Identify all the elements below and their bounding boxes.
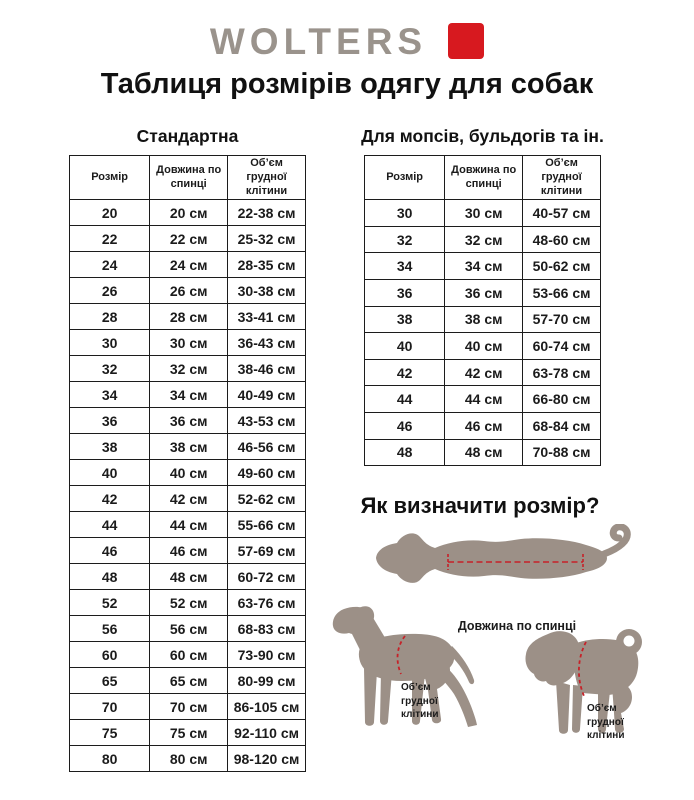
table-cell: 43-53 см bbox=[228, 408, 306, 434]
table-row bbox=[365, 386, 601, 413]
table-row bbox=[365, 280, 601, 307]
table-cell: 60 bbox=[70, 642, 150, 668]
table-cell: 48 см bbox=[150, 564, 228, 590]
table-cell: 24 см bbox=[150, 252, 228, 278]
table-header-row bbox=[365, 156, 601, 200]
table-cell: 46 bbox=[365, 413, 445, 440]
table-row bbox=[70, 694, 306, 720]
table-cell: 56 см bbox=[150, 616, 228, 642]
table-cell: 92-110 см bbox=[228, 720, 306, 746]
table-cell: 34 bbox=[365, 253, 445, 280]
table-cell: 34 см bbox=[445, 253, 523, 280]
table-cell: 22 bbox=[70, 226, 150, 252]
table-cell: 44 bbox=[365, 386, 445, 413]
column-header-back-length: Довжина по спинці bbox=[445, 156, 523, 200]
table-row bbox=[365, 226, 601, 253]
table-cell: 57-69 см bbox=[228, 538, 306, 564]
table-row bbox=[70, 746, 306, 772]
table-cell: 38 см bbox=[150, 434, 228, 460]
table-cell: 32 bbox=[70, 356, 150, 382]
table-cell: 48 bbox=[365, 439, 445, 466]
table-cell: 68-84 см bbox=[523, 413, 601, 440]
table-cell: 75 см bbox=[150, 720, 228, 746]
table-cell: 30-38 см bbox=[228, 278, 306, 304]
table-row bbox=[70, 668, 306, 694]
dog-front-leg bbox=[380, 671, 392, 725]
table-cell: 55-66 см bbox=[228, 512, 306, 538]
table-cell: 25-32 см bbox=[228, 226, 306, 252]
table-row bbox=[70, 460, 306, 486]
size-guide-title: Як визначити розмір? bbox=[360, 493, 600, 518]
table-row bbox=[70, 434, 306, 460]
table-cell: 48 bbox=[70, 564, 150, 590]
table-cell: 36 bbox=[70, 408, 150, 434]
table-cell: 36 см bbox=[445, 280, 523, 307]
table-cell: 24 bbox=[70, 252, 150, 278]
table-cell: 34 см bbox=[150, 382, 228, 408]
table-cell: 40-49 см bbox=[228, 382, 306, 408]
table-cell: 63-78 см bbox=[523, 359, 601, 386]
table-cell: 33-41 см bbox=[228, 304, 306, 330]
table-cell: 36-43 см bbox=[228, 330, 306, 356]
table-row bbox=[70, 642, 306, 668]
table-row bbox=[70, 564, 306, 590]
table-cell: 36 см bbox=[150, 408, 228, 434]
table-row bbox=[365, 333, 601, 360]
table-cell: 50-62 см bbox=[523, 253, 601, 280]
table-cell: 80 bbox=[70, 746, 150, 772]
table-cell: 66-80 см bbox=[523, 386, 601, 413]
table-cell: 38 см bbox=[445, 306, 523, 333]
table-cell: 86-105 см bbox=[228, 694, 306, 720]
table-cell: 80-99 см bbox=[228, 668, 306, 694]
table-cell: 73-90 см bbox=[228, 642, 306, 668]
table-cell: 26 bbox=[70, 278, 150, 304]
table-cell: 44 bbox=[70, 512, 150, 538]
table-row bbox=[365, 359, 601, 386]
table-cell: 44 см bbox=[150, 512, 228, 538]
table-cell: 60-72 см bbox=[228, 564, 306, 590]
table-row bbox=[70, 200, 306, 226]
table-row bbox=[70, 616, 306, 642]
dog-top-view-illustration bbox=[372, 524, 652, 594]
table-cell: 46 bbox=[70, 538, 150, 564]
dog-front-leg bbox=[556, 681, 570, 734]
table-header-row bbox=[70, 156, 306, 200]
pugs-table-title: Для мопсів, бульдогів та ін. bbox=[361, 126, 604, 146]
table-cell: 57-70 см bbox=[523, 306, 601, 333]
table-row bbox=[70, 278, 306, 304]
chest-volume-label: Об’єм грудної клітини bbox=[587, 703, 625, 741]
dog-front-leg bbox=[572, 685, 583, 733]
table-cell: 48-60 см bbox=[523, 226, 601, 253]
table-row bbox=[365, 200, 601, 227]
table-row bbox=[70, 330, 306, 356]
brand-logo bbox=[0, 18, 694, 64]
standard-size-table-section bbox=[69, 126, 306, 772]
table-cell: 49-60 см bbox=[228, 460, 306, 486]
chest-volume-label: Об’єм грудної клітини bbox=[401, 682, 439, 720]
table-row bbox=[70, 590, 306, 616]
table-cell: 40 bbox=[70, 460, 150, 486]
table-row bbox=[365, 253, 601, 280]
table-cell: 98-120 см bbox=[228, 746, 306, 772]
table-cell: 70 bbox=[70, 694, 150, 720]
table-cell: 42 bbox=[365, 359, 445, 386]
table-cell: 60 см bbox=[150, 642, 228, 668]
brand-name: WOLTERS bbox=[209, 20, 428, 62]
column-header-chest: Об’єм грудної клітини bbox=[228, 156, 306, 200]
dog-tail bbox=[604, 527, 627, 554]
table-cell: 52-62 см bbox=[228, 486, 306, 512]
table-cell: 32 bbox=[365, 226, 445, 253]
table-row bbox=[70, 538, 306, 564]
table-cell: 70 см bbox=[150, 694, 228, 720]
table-cell: 30 см bbox=[445, 200, 523, 227]
table-row bbox=[70, 486, 306, 512]
table-cell: 65 bbox=[70, 668, 150, 694]
table-cell: 46 см bbox=[445, 413, 523, 440]
column-header-back-length: Довжина по спинці bbox=[150, 156, 228, 200]
table-cell: 53-66 см bbox=[523, 280, 601, 307]
table-cell: 38-46 см bbox=[228, 356, 306, 382]
table-cell: 70-88 см bbox=[523, 439, 601, 466]
table-cell: 26 см bbox=[150, 278, 228, 304]
table-row bbox=[70, 356, 306, 382]
table-cell: 48 см bbox=[445, 439, 523, 466]
table-row bbox=[365, 439, 601, 466]
table-cell: 32 см bbox=[445, 226, 523, 253]
table-cell: 63-76 см bbox=[228, 590, 306, 616]
table-cell: 32 см bbox=[150, 356, 228, 382]
table-cell: 38 bbox=[70, 434, 150, 460]
table-cell: 28 см bbox=[150, 304, 228, 330]
table-cell: 28 bbox=[70, 304, 150, 330]
table-cell: 22 см bbox=[150, 226, 228, 252]
table-cell: 46-56 см bbox=[228, 434, 306, 460]
standard-table-title: Стандартна bbox=[136, 126, 239, 146]
table-row bbox=[70, 226, 306, 252]
dog-front-leg bbox=[364, 668, 377, 726]
column-header-size: Розмір bbox=[70, 156, 150, 200]
dog-body bbox=[376, 533, 607, 582]
table-row bbox=[70, 382, 306, 408]
table-cell: 38 bbox=[365, 306, 445, 333]
table-row bbox=[365, 413, 601, 440]
brand-red-square-icon bbox=[448, 23, 484, 59]
table-cell: 80 см bbox=[150, 746, 228, 772]
dog-body bbox=[574, 639, 638, 695]
table-cell: 30 bbox=[70, 330, 150, 356]
table-cell: 20 bbox=[70, 200, 150, 226]
table-cell: 40 см bbox=[150, 460, 228, 486]
table-cell: 56 bbox=[70, 616, 150, 642]
table-cell: 75 bbox=[70, 720, 150, 746]
table-cell: 30 см bbox=[150, 330, 228, 356]
table-row bbox=[70, 512, 306, 538]
table-cell: 40-57 см bbox=[523, 200, 601, 227]
table-cell: 40 bbox=[365, 333, 445, 360]
column-header-chest: Об’єм грудної клітини bbox=[523, 156, 601, 200]
table-row bbox=[70, 408, 306, 434]
table-cell: 42 bbox=[70, 486, 150, 512]
dog-head bbox=[525, 631, 580, 685]
table-cell: 42 см bbox=[445, 359, 523, 386]
column-header-size: Розмір bbox=[365, 156, 445, 200]
table-cell: 68-83 см bbox=[228, 616, 306, 642]
table-row bbox=[365, 306, 601, 333]
pugs-size-table-section bbox=[361, 126, 604, 466]
table-cell: 42 см bbox=[150, 486, 228, 512]
table-cell: 20 см bbox=[150, 200, 228, 226]
table-cell: 40 см bbox=[445, 333, 523, 360]
table-cell: 22-38 см bbox=[228, 200, 306, 226]
dog-top-view-shape bbox=[376, 527, 627, 583]
table-cell: 46 см bbox=[150, 538, 228, 564]
table-cell: 65 см bbox=[150, 668, 228, 694]
table-cell: 52 см bbox=[150, 590, 228, 616]
back-length-label: Довжина по спинці bbox=[457, 619, 577, 633]
table-cell: 36 bbox=[365, 280, 445, 307]
table-cell: 52 bbox=[70, 590, 150, 616]
dog-tail-hole bbox=[624, 636, 635, 647]
table-cell: 44 см bbox=[445, 386, 523, 413]
table-cell: 30 bbox=[365, 200, 445, 227]
table-row bbox=[70, 304, 306, 330]
pugs-size-table bbox=[364, 155, 601, 466]
table-cell: 60-74 см bbox=[523, 333, 601, 360]
table-row bbox=[70, 252, 306, 278]
table-cell: 28-35 см bbox=[228, 252, 306, 278]
table-cell: 34 bbox=[70, 382, 150, 408]
page-title: Таблиця розмірів одягу для собак bbox=[100, 68, 594, 100]
standard-size-table bbox=[69, 155, 306, 772]
table-row bbox=[70, 720, 306, 746]
